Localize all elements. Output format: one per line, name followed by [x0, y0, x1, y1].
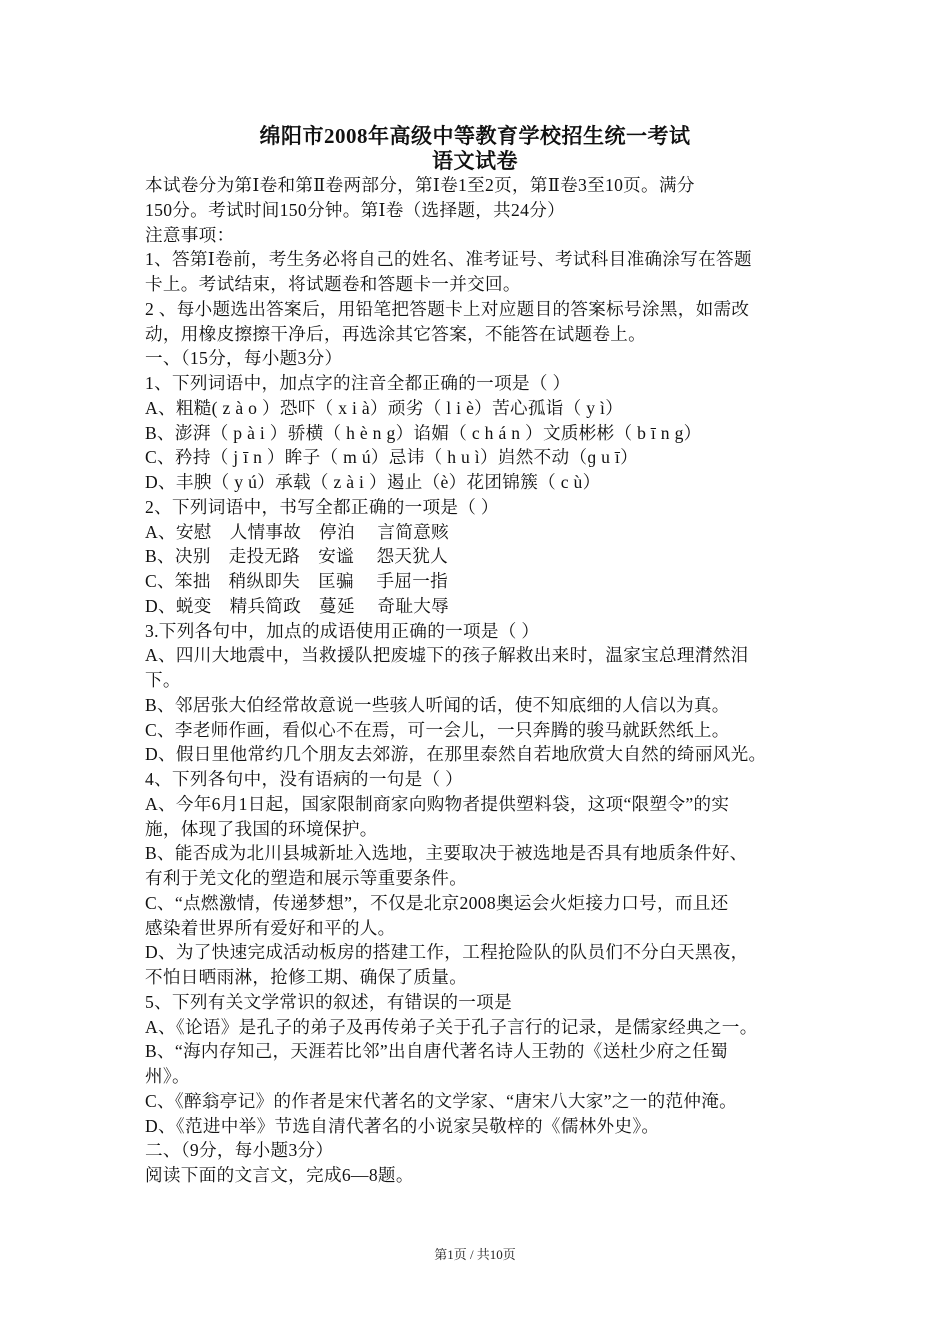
text-line: 1、答第Ⅰ卷前，考生务必将自己的姓名、准考证号、考试科目准确涂写在答题 [145, 249, 752, 270]
exam-title: 绵阳市2008年高级中等教育学校招生统一考试 [259, 124, 691, 148]
text-line: 州》。 [145, 1066, 190, 1086]
text-line: C、《醉翁亭记》的作者是宋代著名的文学家、“唐宋八大家”之一的范仲淹。 [145, 1090, 738, 1111]
text-line: B、决别 走投无路 安谧 怨天犹人 [145, 546, 449, 567]
text-line: B、能否成为北川县城新址入选地，主要取决于被选地是否具有地质条件好、 [145, 843, 748, 864]
text-line: D、蜕变 精兵简政 蔓延 奇耻大辱 [145, 595, 450, 616]
text-line: 2、下列词语中，书写全都正确的一项是（ ） [145, 496, 499, 517]
text-line: 3.下列各句中，加点的成语使用正确的一项是（ ） [145, 620, 540, 641]
text-line: A、安慰 人情事故 停泊 言简意赅 [145, 521, 450, 542]
text-line: A、四川大地震中，当救援队把废墟下的孩子解救出来时，温家宝总理潸然泪 [145, 645, 749, 666]
text-line: D、丰腴（ y ú）承载（ z à i ）遏止（è）花团锦簇（ c ù） [145, 472, 601, 492]
text-line: B、“海内存知己，天涯若比邻”出自唐代著名诗人王勃的《送杜少府之任蜀 [145, 1041, 728, 1062]
text-line: 感染着世界所有爱好和平的人。 [145, 917, 396, 938]
text-line: D、为了快速完成活动板房的搭建工作，工程抢险队的队员们不分白天黑夜， [145, 942, 749, 963]
text-line: B、邻居张大伯经常故意说一些骇人听闻的话，使不知底细的人信以为真。 [145, 694, 730, 715]
text-line: A、粗糙( z à o ）恐吓（ x i à）顽劣（ l i è）苦心孤诣（ y ì） [145, 397, 624, 418]
text-line: D、假日里他常约几个朋友去郊游，在那里泰然自若地欣赏大自然的绮丽风光。 [145, 744, 767, 765]
exam-body [145, 173, 810, 1188]
text-line: C、“点燃激情，传递梦想”，不仅是北京2008奥运会火炬接力口号，而且还 [145, 892, 729, 913]
text-line: C、李老师作画，看似心不在焉，可一会儿，一只奔腾的骏马就跃然纸上。 [145, 719, 730, 740]
text-line: 阅读下面的文言文，完成6—8题。 [145, 1165, 414, 1185]
text-line: B、澎湃（ p à i ）骄横（ h è n g）谄媚（ c h á n ）文质彬彬（ b ī n g） [145, 422, 702, 443]
text-line: 施，体现了我国的环境保护。 [145, 818, 378, 839]
text-line: 5、下列有关文学常识的叙述，有错误的一项是 [145, 991, 512, 1012]
text-line: D、《范进中举》节选自清代著名的小说家吴敬梓的《儒林外史》。 [145, 1115, 660, 1136]
text-line: 注意事项： [145, 224, 235, 245]
text-line: C、笨拙 稍纵即失 匡骗 手屈一指 [145, 571, 449, 591]
text-line: 一、（15分，每小题3分） [145, 348, 343, 369]
text-line: 150分。考试时间150分钟。第Ⅰ卷（选择题，共24分） [145, 199, 566, 220]
text-line: 不怕日晒雨淋，抢修工期、确保了质量。 [145, 967, 468, 987]
text-line: 4、下列各句中，没有语病的一句是（ ） [145, 769, 463, 789]
text-line: 二、（9分，每小题3分） [145, 1140, 334, 1161]
text-line: C、矜持（ j ī n ）眸子（ m ú）忌讳（ h u ì）岿然不动（ɡ u ī） [145, 447, 639, 468]
text-line: A、《论语》是孔子的弟子及再传弟子关于孔子言行的记录，是儒家经典之一。 [145, 1016, 758, 1037]
text-line: A、今年6月1日起，国家限制商家向购物者提供塑料袋，这项“限塑令”的实 [145, 793, 730, 814]
page-footer: 第1页 / 共10页 [434, 1247, 516, 1262]
text-line: 1、下列词语中，加点字的注音全都正确的一项是（ ） [145, 373, 571, 393]
text-line: 有利于羌文化的塑造和展示等重要条件。 [145, 868, 468, 888]
text-line: 2 、每小题选出答案后，用铅笔把答题卡上对应题目的答案标号涂黑，如需改 [145, 298, 750, 319]
text-line: 本试卷分为第Ⅰ卷和第Ⅱ卷两部分，第Ⅰ卷1至2页，第Ⅱ卷3至10页。满分 [145, 175, 695, 195]
text-line: 下。 [145, 670, 181, 690]
text-line: 卡上。考试结束，将试题卷和答题卡一并交回。 [145, 274, 521, 294]
text-line: 动，用橡皮擦擦干净后，再选涂其它答案，不能答在试题卷上。 [145, 323, 647, 344]
exam-subtitle: 语文试卷 [432, 149, 518, 173]
